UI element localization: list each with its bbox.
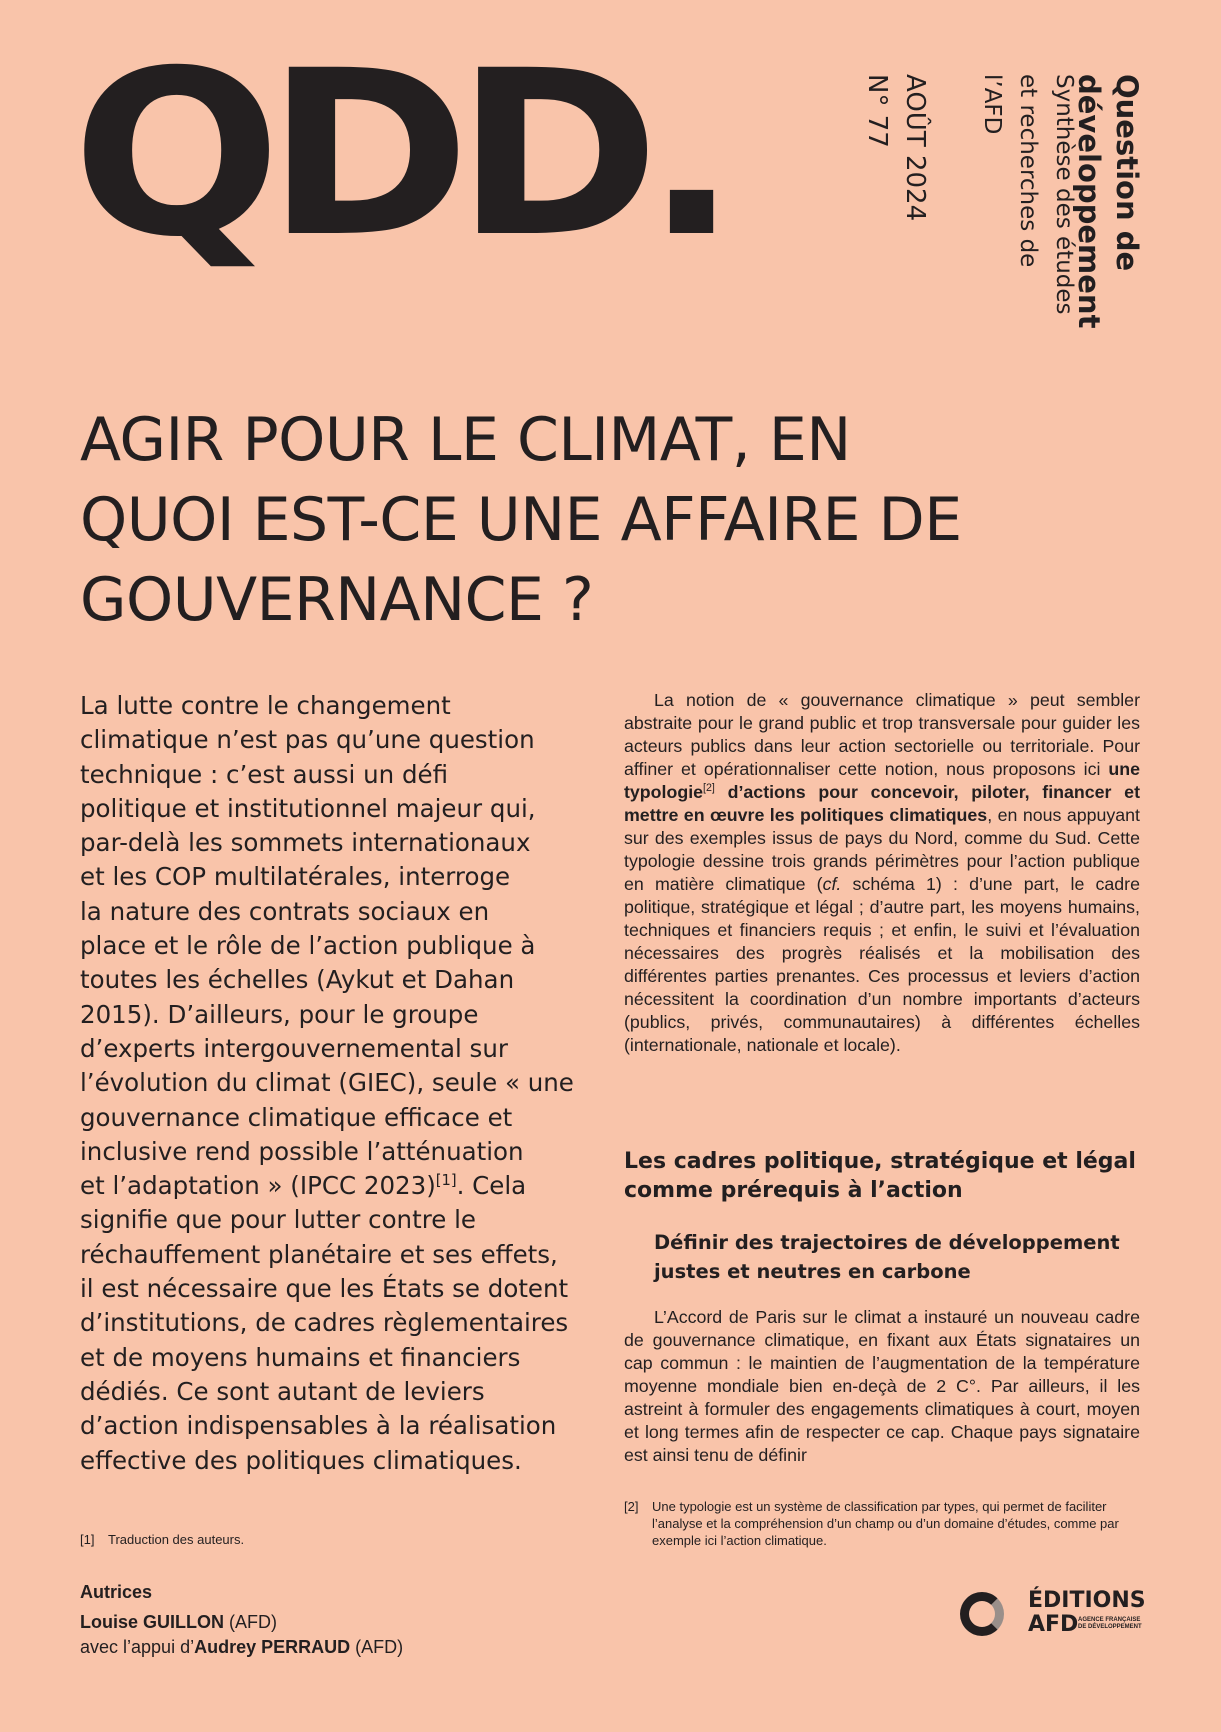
subtitle-line-1: Synthèse des études [1051, 74, 1077, 315]
footnote-2 [624, 1498, 1140, 1549]
qdd-logo: QDD. [72, 21, 724, 287]
lead-line: gouvernance climatique efficace et [80, 1102, 513, 1132]
footnote-ref-2[interactable]: [2] [703, 782, 715, 795]
lead-line: La lutte contre le changement [80, 691, 451, 720]
footnote-2-text: Une typologie est un système de classification par types, qui permet de faciliter l’analyse et la compréhension d’un champ ou d’un domaine d’études, comme par exemple ici l’action climatique. [652, 1499, 1119, 1548]
section-heading-line-1: Les cadres politique, stratégique et légal [624, 1149, 1136, 1174]
publisher-afd: AFD [1028, 1612, 1079, 1637]
body-text: schéma 1) : d’une part, le cadre politique, stratégique et légal ; d’autre part, les moyens humains, techniques et financiers requis ; et enfin, le suivi et l’évaluation nécessaires des progrès réalisés et la mobilisation des différentes parties prenantes. Ces processus et leviers d’action nécessitent la coordination d’un nombre importants d’acteurs (publics, privés, communautaires) à différentes échelles (internationale, nationale et locale). [624, 874, 1140, 1055]
author-2 [80, 1635, 403, 1660]
author-2-name: Audrey PERRAUD [194, 1637, 351, 1657]
author-1-org: (AFD) [224, 1612, 278, 1632]
lead-line: et de moyens humains et financiers [80, 1342, 521, 1372]
editions-afd-logo [960, 1590, 1150, 1652]
subtitle-line-3: l’AFD [979, 74, 1005, 135]
subsection-heading-line-1: Définir des trajectoires de développement [654, 1231, 1120, 1254]
page-title [80, 400, 1180, 640]
lead-line: politique et institutionnel majeur qui, [80, 793, 536, 823]
footnote-ref-1[interactable]: [1] [435, 1172, 457, 1189]
lead-line: il est nécessaire que les États se dotent [80, 1274, 569, 1304]
publisher-name: ÉDITIONS [1028, 1588, 1146, 1613]
author-1 [80, 1610, 403, 1635]
title-line-2: QUOI EST-CE UNE AFFAIRE DE [80, 485, 962, 555]
lead-line: d’experts intergouvernemental sur [80, 1033, 508, 1063]
lead-line: technique : c’est aussi un défi [80, 759, 449, 789]
footnote-1 [80, 1531, 580, 1548]
lead-line: réchauffement planétaire et ses effets, [80, 1239, 558, 1269]
title-line-1: AGIR POUR LE CLIMAT, EN [80, 405, 851, 475]
lead-line: et les COP multilatérales, interroge [80, 862, 511, 892]
lead-line: 2015). D’ailleurs, pour le groupe [80, 999, 479, 1029]
lead-text: . Cela [456, 1171, 527, 1201]
issue-date: AOÛT 2024 [900, 74, 930, 222]
lead-paragraph [80, 689, 600, 1478]
authors-block [80, 1580, 403, 1660]
lead-line: inclusive rend possible l’atténuation [80, 1136, 524, 1166]
subsection-heading [654, 1228, 1134, 1286]
lead-line: par-delà les sommets internationaux [80, 828, 531, 858]
author-1-first: Louise [80, 1612, 144, 1632]
body-text: La notion de « gouvernance climatique » peut sembler abstraite pour le grand public et trop transversale pour guider les acteurs publics dans leur action sectorielle ou territoriale. Pour affiner et opérationnaliser cette notion, nous proposons ici [624, 690, 1140, 779]
body-bold: d’actions pour concevoir, piloter, financer et mettre en œuvre les politiques climatiques [624, 782, 1140, 825]
lead-line-with-footnote [80, 1169, 600, 1203]
lead-line: l’évolution du climat (GIEC), seule « une [80, 1068, 574, 1098]
author-2-prefix: avec l’appui d’ [80, 1637, 195, 1657]
lead-line: d’action indispensables à la réalisation [80, 1411, 557, 1441]
author-1-last: GUILLON [143, 1612, 225, 1632]
lead-line: signifie que pour lutter contre le [80, 1205, 476, 1235]
footnote-2-number: [2] [624, 1499, 639, 1514]
subsection-heading-line-2: justes et neutres en carbone [654, 1260, 971, 1283]
paris-agreement-paragraph: L’Accord de Paris sur le climat a instauré un nouveau cadre de gouvernance climatique, en fixant aux États signataires un cap commun : le maintien de l’augmentation de la température moyenne mondiale bien en-deçà de 2 C°. Par ailleurs, il les astreint à formuler des engagements climatiques à court, moyen et long termes afin de respecter ce cap. Chaque pays signataire est ainsi tenu de définir [624, 1307, 1140, 1465]
lead-line: place et le rôle de l’action publique à [80, 931, 536, 961]
section-heading-line-2: comme prérequis à l’action [624, 1178, 963, 1203]
lead-line: effective des politiques climatiques. [80, 1445, 522, 1475]
lead-line: dédiés. Ce sont autant de leviers [80, 1376, 485, 1406]
section-heading [624, 1147, 1140, 1205]
series-subtitle [974, 74, 1082, 315]
title-line-3: GOUVERNANCE ? [80, 565, 594, 635]
body-italic: cf. [822, 874, 842, 894]
series-line-2: développement [1072, 74, 1106, 329]
issue-info [858, 74, 934, 221]
lead-text: et l’adaptation » (IPCC 2023) [80, 1171, 436, 1201]
lead-line: la nature des contrats sociaux en [80, 896, 490, 926]
lead-line: climatique n’est pas qu’une question [80, 725, 535, 755]
footnote-1-number: [1] [80, 1532, 95, 1547]
authors-heading: Autrices [80, 1582, 153, 1602]
body-text: , en nous appuyant sur des exemples issus de pays du Nord, comme du Sud. Cette typologie dessine trois grands périmètres pour l’action publique en matière climatique ( [624, 805, 1140, 894]
intro-paragraph [624, 689, 1140, 1057]
lead-line: d’institutions, de cadres règlementaires [80, 1308, 569, 1338]
publisher-agency: AGENCE FRANÇAISE DE DÉVELOPPEMENT [1078, 1617, 1142, 1630]
subtitle-line-2: et recherches de [1015, 74, 1041, 268]
series-line-1: Question de [1110, 74, 1144, 272]
body-bold: une typologie [624, 759, 1140, 802]
author-2-org: (AFD) [350, 1637, 404, 1657]
lead-line: toutes les échelles (Aykut et Dahan [80, 965, 515, 995]
issue-number: N° 77 [862, 74, 892, 148]
footnote-1-text: Traduction des auteurs. [108, 1532, 245, 1547]
ring-logo-icon [960, 1592, 1004, 1636]
